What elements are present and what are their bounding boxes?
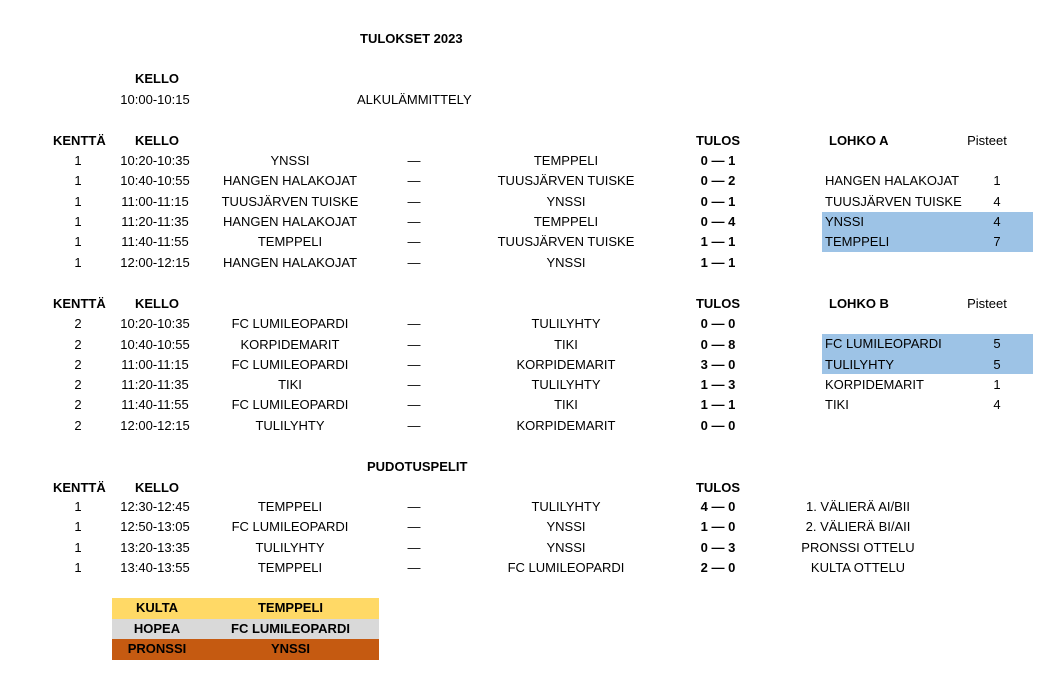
match-field: 2 — [74, 337, 82, 352]
match-score: 0 — 1 — [700, 153, 736, 168]
home-team: HANGEN HALAKOJAT — [222, 255, 358, 270]
match-time: 11:20-11:35 — [121, 214, 189, 229]
match-score: 1 — 1 — [700, 234, 736, 249]
group-a-tulos-header: TULOS — [695, 133, 741, 148]
home-team: YNSSI — [270, 153, 310, 168]
match-field: 2 — [74, 397, 82, 412]
match-time: 10:20-10:35 — [120, 316, 190, 331]
away-team: TUUSJÄRVEN TUISKE — [497, 173, 635, 188]
versus-dash: — — [407, 337, 421, 352]
away-team: TULILYHTY — [531, 377, 601, 392]
match-time: 12:00-12:15 — [120, 255, 190, 270]
away-team: TULILYHTY — [531, 499, 601, 514]
versus-dash: — — [407, 540, 421, 555]
medal-team: FC LUMILEOPARDI — [231, 621, 350, 636]
medal-team: YNSSI — [270, 641, 310, 656]
match-score: 1 — 1 — [700, 397, 736, 412]
match-score: 0 — 0 — [700, 418, 736, 433]
away-team: KORPIDEMARIT — [516, 357, 616, 372]
match-stage: 1. VÄLIERÄ AI/BII — [805, 499, 911, 514]
match-time: 13:40-13:55 — [120, 560, 190, 575]
match-field: 1 — [74, 540, 82, 555]
standing-points: 5 — [993, 357, 1001, 372]
home-team: TEMPPELI — [257, 499, 323, 514]
match-score: 1 — 3 — [700, 377, 736, 392]
match-score: 4 — 0 — [700, 499, 736, 514]
home-team: FC LUMILEOPARDI — [231, 519, 349, 534]
match-score: 3 — 0 — [700, 357, 736, 372]
away-team: TUUSJÄRVEN TUISKE — [497, 234, 635, 249]
match-time: 12:00-12:15 — [120, 418, 190, 433]
match-field: 2 — [74, 418, 82, 433]
warmup-label: ALKULÄMMITTELY — [357, 92, 472, 107]
group-a-kello-header: KELLO — [134, 133, 180, 148]
standing-team: TIKI — [825, 397, 849, 412]
match-field: 1 — [74, 499, 82, 514]
standing-points: 7 — [993, 234, 1001, 249]
match-field: 2 — [74, 357, 82, 372]
match-field: 1 — [74, 173, 82, 188]
group-b-tulos-header: TULOS — [695, 296, 741, 311]
match-score: 0 — 1 — [700, 194, 736, 209]
versus-dash: — — [407, 153, 421, 168]
match-time: 11:40-11:55 — [121, 234, 189, 249]
lohko-a-pisteet-header: Pisteet — [967, 133, 1007, 148]
away-team: YNSSI — [546, 194, 586, 209]
match-score: 0 — 8 — [700, 337, 736, 352]
home-team: TEMPPELI — [257, 234, 323, 249]
medal-name: KULTA — [135, 600, 179, 615]
home-team: FC LUMILEOPARDI — [231, 357, 349, 372]
versus-dash: — — [407, 357, 421, 372]
away-team: TIKI — [554, 397, 578, 412]
group-b-kello-header: KELLO — [134, 296, 180, 311]
versus-dash: — — [407, 560, 421, 575]
match-time: 11:20-11:35 — [121, 377, 189, 392]
playoffs-tulos-header: TULOS — [695, 480, 741, 495]
match-time: 13:20-13:35 — [120, 540, 190, 555]
match-time: 10:40-10:55 — [120, 173, 190, 188]
playoffs-kello-header: KELLO — [134, 480, 180, 495]
match-time: 11:40-11:55 — [121, 397, 189, 412]
versus-dash: — — [407, 397, 421, 412]
match-stage: 2. VÄLIERÄ BI/AII — [805, 519, 911, 534]
match-field: 2 — [74, 377, 82, 392]
home-team: TUUSJÄRVEN TUISKE — [221, 194, 359, 209]
warmup-kello-header: KELLO — [134, 71, 180, 86]
match-field: 1 — [74, 194, 82, 209]
home-team: TULILYHTY — [255, 418, 325, 433]
home-team: KORPIDEMARIT — [240, 337, 340, 352]
match-field: 1 — [74, 560, 82, 575]
away-team: YNSSI — [546, 519, 586, 534]
versus-dash: — — [407, 255, 421, 270]
match-time: 10:40-10:55 — [120, 337, 190, 352]
home-team: HANGEN HALAKOJAT — [222, 173, 358, 188]
group-b-kentta-header: KENTTÄ — [53, 296, 106, 311]
match-time: 12:50-13:05 — [120, 519, 190, 534]
match-field: 1 — [74, 214, 82, 229]
playoffs-title: PUDOTUSPELIT — [367, 459, 468, 474]
match-score: 0 — 4 — [700, 214, 736, 229]
away-team: TULILYHTY — [531, 316, 601, 331]
versus-dash: — — [407, 499, 421, 514]
match-field: 1 — [74, 153, 82, 168]
match-time: 12:30-12:45 — [120, 499, 190, 514]
home-team: TULILYHTY — [255, 540, 325, 555]
away-team: TEMPPELI — [533, 153, 599, 168]
versus-dash: — — [407, 214, 421, 229]
medal-name: HOPEA — [133, 621, 181, 636]
standing-team: YNSSI — [825, 214, 865, 229]
page-title: TULOKSET 2023 — [360, 31, 463, 46]
standing-team: TUUSJÄRVEN TUISKE — [825, 194, 962, 209]
match-score: 2 — 0 — [700, 560, 736, 575]
versus-dash: — — [407, 377, 421, 392]
standing-points: 1 — [993, 173, 1001, 188]
home-team: TEMPPELI — [257, 560, 323, 575]
match-time: 11:00-11:15 — [121, 194, 189, 209]
match-score: 1 — 0 — [700, 519, 736, 534]
match-time: 10:20-10:35 — [120, 153, 190, 168]
home-team: FC LUMILEOPARDI — [231, 397, 349, 412]
warmup-time: 10:00-10:15 — [120, 92, 190, 107]
match-stage: PRONSSI OTTELU — [801, 540, 915, 555]
standing-points: 1 — [993, 377, 1001, 392]
match-score: 0 — 3 — [700, 540, 736, 555]
match-score: 1 — 1 — [700, 255, 736, 270]
versus-dash: — — [407, 316, 421, 331]
away-team: KORPIDEMARIT — [516, 418, 616, 433]
standing-points: 4 — [993, 214, 1001, 229]
playoffs-kentta-header: KENTTÄ — [53, 480, 106, 495]
standing-points: 4 — [993, 194, 1001, 209]
versus-dash: — — [407, 173, 421, 188]
match-field: 1 — [74, 519, 82, 534]
home-team: FC LUMILEOPARDI — [231, 316, 349, 331]
lohko-b-title: LOHKO B — [829, 296, 889, 311]
match-score: 0 — 2 — [700, 173, 736, 188]
standing-team: KORPIDEMARIT — [825, 377, 924, 392]
medal-team: TEMPPELI — [257, 600, 323, 615]
standing-points: 5 — [993, 336, 1001, 351]
versus-dash: — — [407, 519, 421, 534]
versus-dash: — — [407, 194, 421, 209]
versus-dash: — — [407, 234, 421, 249]
standing-points: 4 — [993, 397, 1001, 412]
match-field: 1 — [74, 255, 82, 270]
versus-dash: — — [407, 418, 421, 433]
standing-team: TULILYHTY — [825, 357, 895, 372]
home-team: TIKI — [278, 377, 302, 392]
standing-team: FC LUMILEOPARDI — [825, 336, 942, 351]
match-field: 1 — [74, 234, 82, 249]
medal-name: PRONSSI — [127, 641, 187, 656]
away-team: TEMPPELI — [533, 214, 599, 229]
lohko-a-title: LOHKO A — [829, 133, 889, 148]
match-score: 0 — 0 — [700, 316, 736, 331]
match-field: 2 — [74, 316, 82, 331]
away-team: YNSSI — [546, 255, 586, 270]
match-stage: KULTA OTTELU — [810, 560, 906, 575]
home-team: HANGEN HALAKOJAT — [222, 214, 358, 229]
lohko-b-pisteet-header: Pisteet — [967, 296, 1007, 311]
away-team: TIKI — [554, 337, 578, 352]
standing-team: TEMPPELI — [825, 234, 890, 249]
match-time: 11:00-11:15 — [121, 357, 189, 372]
standing-team: HANGEN HALAKOJAT — [825, 173, 960, 188]
away-team: FC LUMILEOPARDI — [507, 560, 625, 575]
away-team: YNSSI — [546, 540, 586, 555]
group-a-kentta-header: KENTTÄ — [53, 133, 106, 148]
